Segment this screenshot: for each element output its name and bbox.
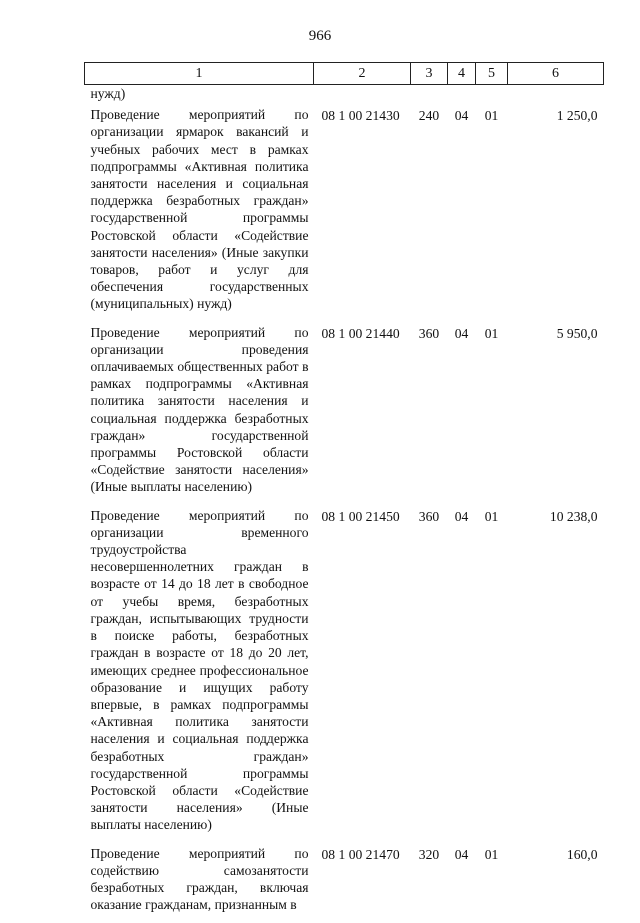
table-row [85, 323, 604, 506]
row-col4: 04 [448, 506, 476, 844]
table-row [85, 844, 604, 923]
table-row [85, 506, 604, 844]
header-col-3: 3 [411, 63, 448, 85]
row-col4: 04 [448, 105, 476, 322]
row-amount: 5 950,0 [508, 323, 604, 506]
header-col-2: 2 [314, 63, 411, 85]
table-header [85, 63, 604, 85]
header-row [85, 63, 604, 85]
header-col-1: 1 [85, 63, 314, 85]
row-col5: 01 [476, 105, 508, 322]
row-col3: 320 [411, 844, 448, 923]
row-col5: 01 [476, 506, 508, 844]
header-col-6: 6 [508, 63, 604, 85]
row-col3: 360 [411, 323, 448, 506]
row-description: Проведение мероприятий по организации временного трудоустройства несовершеннолетних граждан в возрасте от 14 до 18 лет в свободное от учебы время, безработных граждан, испытывающих трудности в поиске работы, безработных граждан в возрасте от 18 до 20 лет, имеющих среднее профессиональное образование и ищущих работу впервые, в рамках подпрограммы «Активная политика занятости населения и социальная поддержка безработных граждан» государственной программы Ростовской области «Содействие занятости населения» (Иные выплаты населению) [85, 506, 314, 844]
row-description: Проведение мероприятий по организации ярмарок вакансий и учебных рабочих мест в рамках подпрограммы «Активная политика занятости населения и социальная поддержка безработных граждан» государственной программы Ростовской области «Содействие занятости населения» (Иные закупки товаров, работ и услуг для обеспечения государственных (муниципальных) нужд) [85, 105, 314, 322]
row-description: Проведение мероприятий по организации проведения оплачиваемых общественных работ в рамках подпрограммы «Активная политика занятости населения и социальная поддержка безработных граждан» государственной программы Ростовской области «Содействие занятости населения» (Иные выплаты населению) [85, 323, 314, 506]
row-code: 08 1 00 21470 [314, 844, 411, 923]
row-code: 08 1 00 21450 [314, 506, 411, 844]
continuation-row [85, 85, 604, 106]
row-col4: 04 [448, 323, 476, 506]
header-col-5: 5 [476, 63, 508, 85]
row-code: 08 1 00 21440 [314, 323, 411, 506]
row-amount: 160,0 [508, 844, 604, 923]
row-col3: 360 [411, 506, 448, 844]
row-col5: 01 [476, 844, 508, 923]
row-col3: 240 [411, 105, 448, 322]
row-description: Проведение мероприятий по содействию самозанятости безработных граждан, включая оказание гражданам, признанным в [85, 844, 314, 923]
row-amount: 10 238,0 [508, 506, 604, 844]
table-body [85, 85, 604, 923]
budget-table [84, 62, 604, 923]
row-amount: 1 250,0 [508, 105, 604, 322]
header-col-4: 4 [448, 63, 476, 85]
row-col5: 01 [476, 323, 508, 506]
table-row [85, 105, 604, 322]
row-col4: 04 [448, 844, 476, 923]
page-number: 966 [0, 28, 640, 45]
continuation-text: нужд) [85, 85, 314, 106]
row-code: 08 1 00 21430 [314, 105, 411, 322]
